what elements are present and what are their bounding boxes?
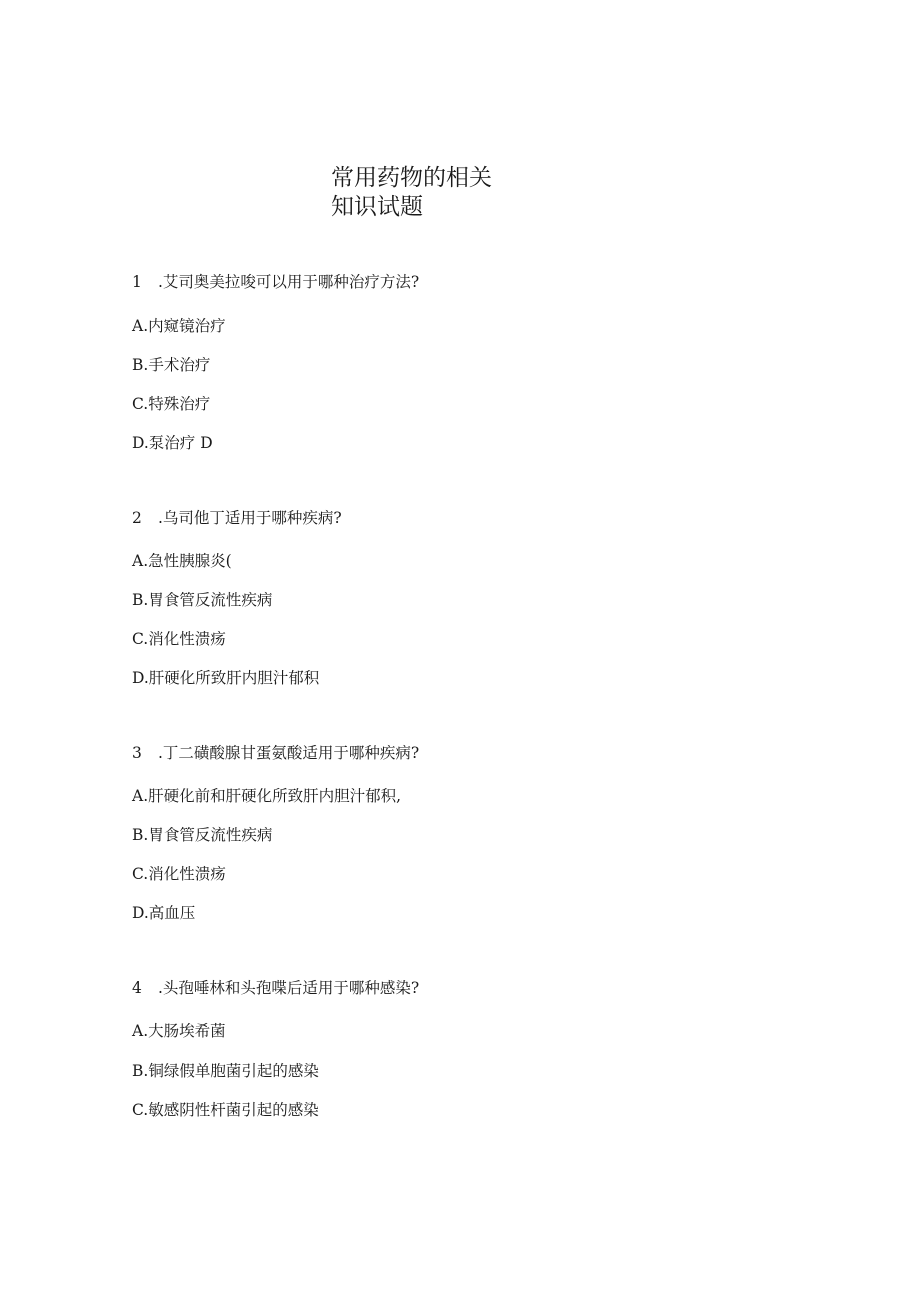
q3-option-d: D.高血压	[132, 904, 196, 922]
question-text: .乌司他丁适用于哪种疾病?	[158, 509, 342, 527]
title-line-1: 常用药物的相关	[331, 165, 492, 191]
q2-option-a: A.急性胰腺炎(	[132, 552, 232, 570]
question-number: 4	[132, 979, 142, 997]
q2-option-c: C.消化性溃疡	[132, 630, 226, 648]
question-number: 3	[132, 744, 142, 762]
question-text: .艾司奥美拉唆可以用于哪种治疗方法?	[158, 273, 420, 291]
question-text: .头孢唾林和头孢喋后适用于哪种感染?	[158, 979, 420, 997]
question-text: .丁二磺酸腺甘蛋氨酸适用于哪种疾病?	[158, 744, 420, 762]
q3-option-c: C.消化性溃疡	[132, 865, 226, 883]
question-1	[132, 270, 419, 292]
title-line-2: 知识试题	[331, 194, 423, 220]
q2-option-d: D.肝硬化所致肝内胆汁郁积	[132, 669, 320, 687]
q3-option-b: B.胃食管反流性疾病	[132, 826, 273, 844]
question-3	[132, 741, 419, 763]
q4-option-a: A.大肠埃希菌	[132, 1022, 226, 1040]
question-2	[132, 506, 342, 528]
q1-option-c: C.特殊治疗	[132, 395, 211, 413]
q2-option-b: B.胃食管反流性疾病	[132, 591, 273, 609]
q1-option-a: A.内窥镜治疗	[132, 317, 226, 335]
q4-option-c: C.敏感阴性杆菌引起的感染	[132, 1101, 319, 1119]
question-4	[132, 976, 419, 998]
q1-option-d: D.泵治疗 D	[132, 434, 213, 452]
q3-option-a: A.肝硬化前和肝硬化所致肝内胆汁郁积,	[132, 787, 402, 805]
document-title	[331, 164, 531, 222]
q1-option-b: B.手术治疗	[132, 356, 211, 374]
q4-option-b: B.铜绿假单胞菌引起的感染	[132, 1062, 319, 1080]
question-number: 2	[132, 509, 142, 527]
question-number: 1	[132, 273, 142, 291]
